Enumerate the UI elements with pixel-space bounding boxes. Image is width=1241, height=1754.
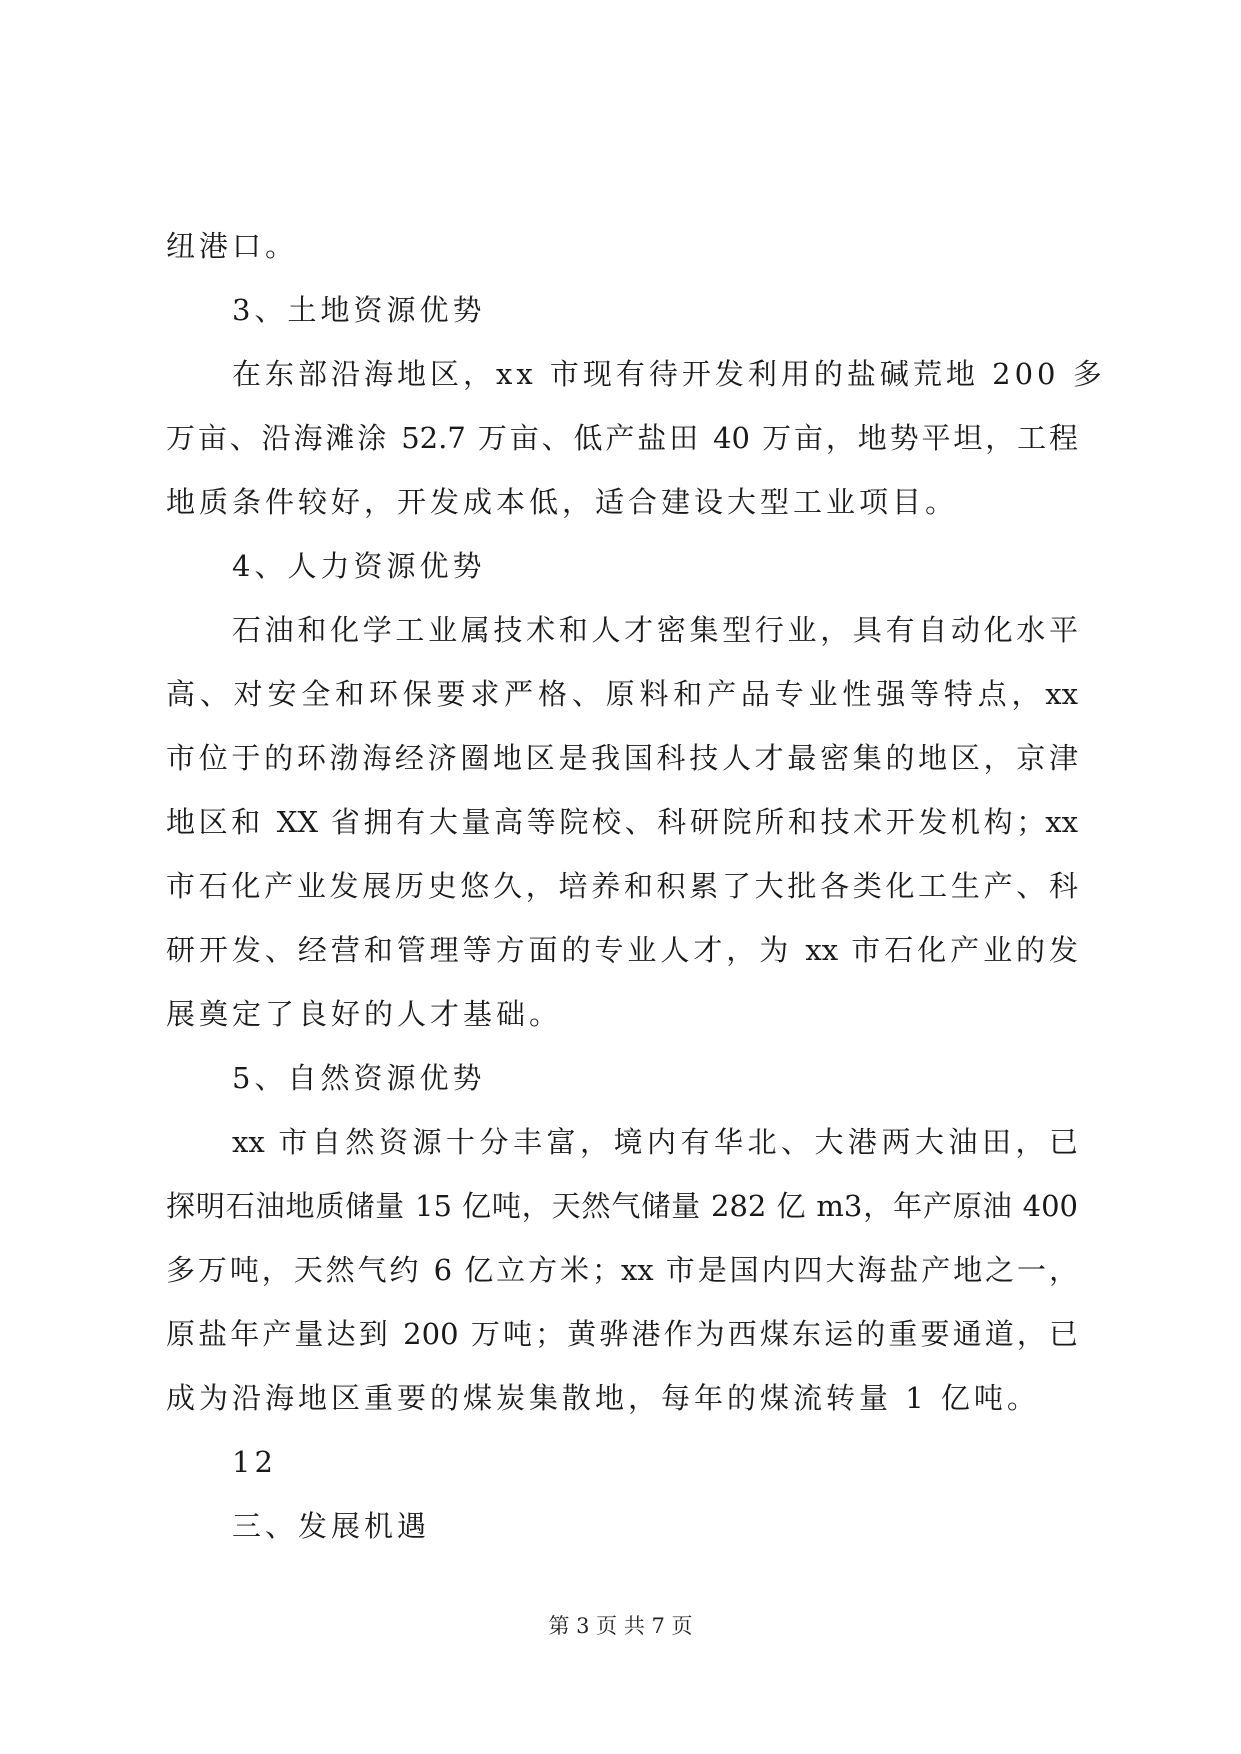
paragraph-human-line-2: 高、对安全和环保要求严格、原料和产品专业性强等特点，xx <box>166 677 1078 711</box>
paragraph-natural-line-4: 原盐年产量达到 200 万吨；黄骅港作为西煤东运的重要通道，已 <box>166 1317 1078 1351</box>
section-heading-opportunities: 三、发展机遇 <box>232 1509 431 1543</box>
section-heading-natural: 5、自然资源优势 <box>232 1061 486 1095</box>
paragraph-human-line-5: 市石化产业发展历史悠久，培养和积累了大批各类化工生产、科 <box>166 869 1078 903</box>
paragraph-human-line-3: 市位于的环渤海经济圈地区是我国科技人才最密集的地区，京津 <box>166 741 1078 775</box>
section-heading-human: 4、人力资源优势 <box>232 549 486 583</box>
paragraph-human-line-4: 地区和 XX 省拥有大量高等院校、科研院所和技术开发机构；xx <box>166 805 1078 839</box>
page-footer: 第 3 页 共 7 页 <box>548 1614 693 1638</box>
paragraph-land-line-2: 万亩、沿海滩涂 52.7 万亩、低产盐田 40 万亩，地势平坦，工程 <box>166 421 1078 455</box>
paragraph-natural-line-2: 探明石油地质储量 15 亿吨，天然气储量 282 亿 m3，年产原油 400 <box>166 1189 1078 1223</box>
paragraph-land-line-3: 地质条件较好，开发成本低，适合建设大型工业项目。 <box>166 485 959 519</box>
paragraph-natural-line-5: 成为沿海地区重要的煤炭集散地，每年的煤流转量 1 亿吨。 <box>166 1381 1040 1415</box>
text-line-continuation: 纽港口。 <box>166 229 299 263</box>
section-heading-land: 3、土地资源优势 <box>232 293 486 327</box>
paragraph-natural-line-3: 多万吨，天然气约 6 亿立方米；xx 市是国内四大海盐产地之一， <box>166 1253 1078 1287</box>
paragraph-human-line-6: 研开发、经营和管理等方面的专业人才，为 xx 市石化产业的发 <box>166 933 1078 967</box>
paragraph-natural-line-1: xx 市自然资源十分丰富，境内有华北、大港两大油田，已 <box>232 1125 1078 1159</box>
paragraph-human-line-1: 石油和化学工业属技术和人才密集型行业，具有自动化水平 <box>232 613 1078 647</box>
page-number-inline: 12 <box>232 1445 277 1479</box>
paragraph-human-line-7: 展奠定了良好的人才基础。 <box>166 997 563 1031</box>
paragraph-land-line-1: 在东部沿海地区，xx 市现有待开发利用的盐碱荒地 200 多 <box>232 357 1106 391</box>
